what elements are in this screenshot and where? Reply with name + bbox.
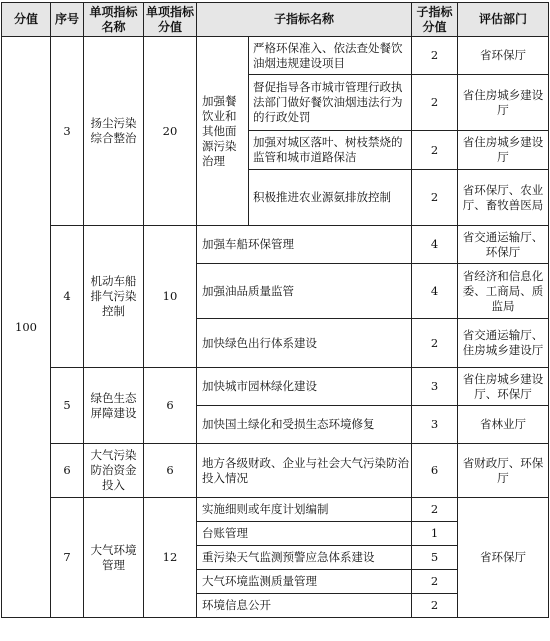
sub-indicator-score: 2 xyxy=(412,131,458,170)
sub-indicator-name: 环境信息公开 xyxy=(197,594,412,618)
sub-indicator-score: 2 xyxy=(412,594,458,618)
department: 省环保厅 xyxy=(458,498,549,618)
sub-indicator-score: 2 xyxy=(412,498,458,522)
table-row xyxy=(2,368,549,406)
group-no: 5 xyxy=(51,368,84,444)
sub-indicator-score: 2 xyxy=(412,570,458,594)
sub-indicator-name: 加强对城区落叶、树枝禁烧的监管和城市道路保洁 xyxy=(249,131,412,170)
sub-indicator-name: 督促指导各市城市管理行政执法部门做好餐饮油烟违法行为的行政处罚 xyxy=(249,75,412,131)
header-indicator-name: 单项指标名称 xyxy=(84,3,144,37)
sub-group-name: 加强餐饮业和其他面源污染治理 xyxy=(197,37,249,226)
group-name: 大气污染防治资金投入 xyxy=(84,444,144,498)
header-score: 分值 xyxy=(2,3,51,37)
department: 省环保厅、农业厅、畜牧兽医局 xyxy=(458,170,549,226)
sub-indicator-score: 3 xyxy=(412,406,458,444)
total-score: 100 xyxy=(2,37,51,618)
table-row xyxy=(2,226,549,264)
department: 省经济和信息化委、工商局、质监局 xyxy=(458,264,549,319)
sub-indicator-name: 加快绿色出行体系建设 xyxy=(197,319,412,368)
sub-indicator-name: 大气环境监测质量管理 xyxy=(197,570,412,594)
department: 省林业厅 xyxy=(458,406,549,444)
sub-indicator-name: 重污染天气监测预警应急体系建设 xyxy=(197,546,412,570)
group-score: 10 xyxy=(144,226,197,368)
sub-indicator-name: 地方各级财政、企业与社会大气污染防治投入情况 xyxy=(197,444,412,498)
group-score: 20 xyxy=(144,37,197,226)
group-no: 6 xyxy=(51,444,84,498)
header-sub-indicator-name: 子指标名称 xyxy=(197,3,412,37)
group-no: 7 xyxy=(51,498,84,618)
department: 省交通运输厅、住房城乡建设厅 xyxy=(458,319,549,368)
table-row xyxy=(2,498,549,522)
sub-indicator-score: 2 xyxy=(412,75,458,131)
department: 省财政厅、环保厅 xyxy=(458,444,549,498)
department: 省住房城乡建设厅 xyxy=(458,75,549,131)
sub-indicator-name: 加快城市园林绿化建设 xyxy=(197,368,412,406)
sub-indicator-score: 2 xyxy=(412,319,458,368)
department: 省住房城乡建设厅 xyxy=(458,131,549,170)
group-score: 6 xyxy=(144,368,197,444)
sub-indicator-score: 6 xyxy=(412,444,458,498)
group-name: 机动车船排气污染控制 xyxy=(84,226,144,368)
sub-indicator-score: 3 xyxy=(412,368,458,406)
table-row xyxy=(2,37,549,75)
sub-indicator-score: 4 xyxy=(412,226,458,264)
header-row xyxy=(2,3,549,37)
table-row xyxy=(2,444,549,498)
indicator-table xyxy=(1,2,549,618)
sub-indicator-score: 1 xyxy=(412,522,458,546)
sub-indicator-score: 2 xyxy=(412,170,458,226)
department: 省住房城乡建设厅、环保厅 xyxy=(458,368,549,406)
header-sub-indicator-score: 子指标分值 xyxy=(412,3,458,37)
sub-indicator-score: 4 xyxy=(412,264,458,319)
sub-indicator-score: 5 xyxy=(412,546,458,570)
header-indicator-score: 单项指标分值 xyxy=(144,3,197,37)
group-no: 4 xyxy=(51,226,84,368)
sub-indicator-name: 台账管理 xyxy=(197,522,412,546)
sub-indicator-name: 积极推进农业源氨排放控制 xyxy=(249,170,412,226)
group-name: 大气环境管理 xyxy=(84,498,144,618)
group-score: 12 xyxy=(144,498,197,618)
group-name: 扬尘污染综合整治 xyxy=(84,37,144,226)
group-name: 绿色生态屏障建设 xyxy=(84,368,144,444)
department: 省交通运输厅、环保厅 xyxy=(458,226,549,264)
header-department: 评估部门 xyxy=(458,3,549,37)
department: 省环保厅 xyxy=(458,37,549,75)
sub-indicator-name: 加强油品质量监管 xyxy=(197,264,412,319)
group-score: 6 xyxy=(144,444,197,498)
header-no: 序号 xyxy=(51,3,84,37)
sub-indicator-score: 2 xyxy=(412,37,458,75)
sub-indicator-name: 加强车船环保管理 xyxy=(197,226,412,264)
group-no: 3 xyxy=(51,37,84,226)
sub-indicator-name: 严格环保准入、依法查处餐饮油烟违规建设项目 xyxy=(249,37,412,75)
sub-indicator-name: 实施细则或年度计划编制 xyxy=(197,498,412,522)
sub-indicator-name: 加快国土绿化和受损生态环境修复 xyxy=(197,406,412,444)
